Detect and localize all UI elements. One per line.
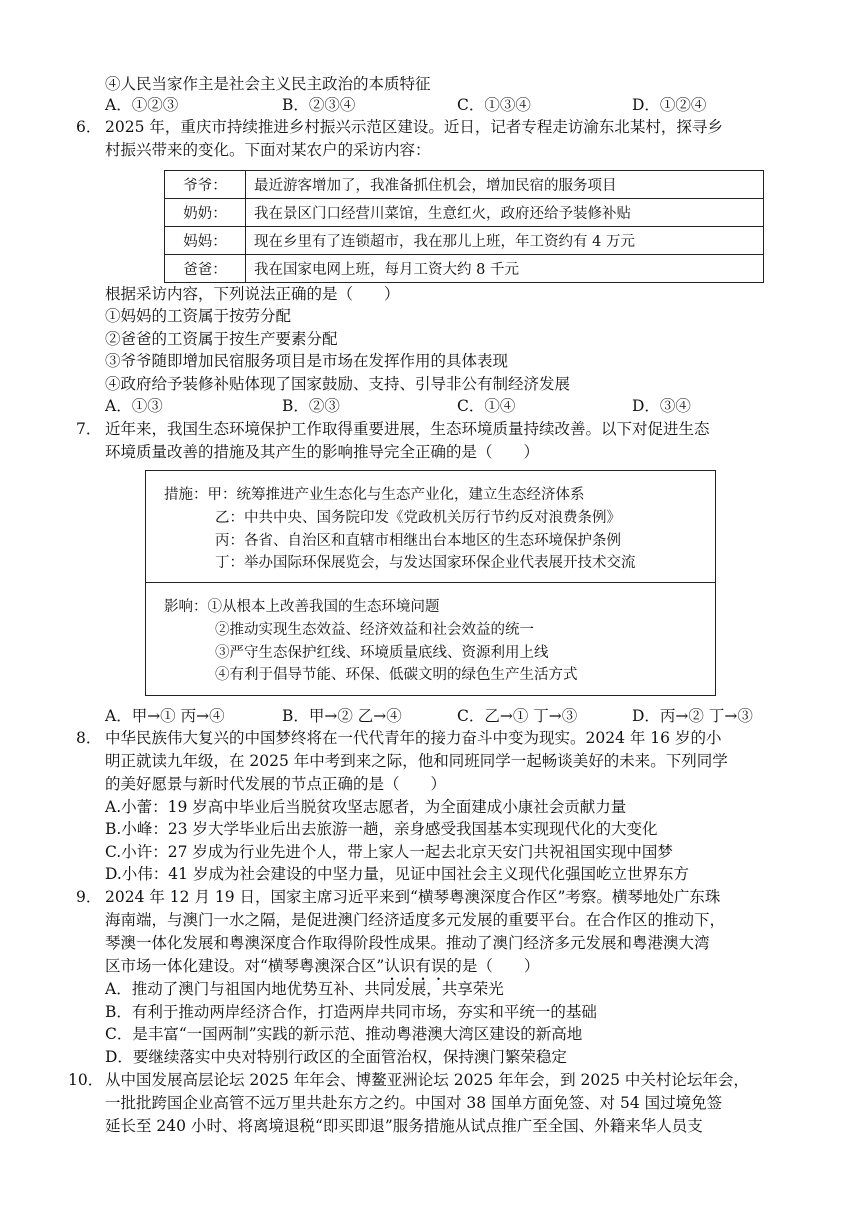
table-row [165, 227, 764, 255]
option-a: A．①②③ [105, 96, 179, 114]
interview-text: 我在国家电网上班，每月工资大约 8 千元 [246, 255, 764, 283]
q9-option: A．推动了澳门与祖国内地优势互补、共同发展，共享荣光 [105, 980, 504, 998]
q9-option: D．要继续落实中央对特别行政区的全面管治权，保持澳门繁荣稳定 [105, 1048, 567, 1066]
q6-stem-line: 村振兴带来的变化。下面对某农户的采访内容： [105, 141, 431, 159]
q9-option: C．是丰富“一国两制”实践的新示范、推动粤港澳大湾区建设的新高地 [105, 1025, 583, 1043]
q8-option: A.小蕾：19 岁高中毕业后当脱贫攻坚志愿者，为全面建成小康社会贡献力量 [105, 798, 627, 816]
box-divider [145, 582, 716, 583]
q9-stem-line: 2024 年 12 月 19 日，国家主席习近平来到“横琴粤澳深度合作区”考察。横琴地处广东珠 [105, 888, 721, 906]
interviewee: 妈妈： [165, 227, 246, 255]
q10-stem-line: 从中国发展高层论坛 2025 年年会、博鳌亚洲论坛 2025 年年会，到 2025 中关村论坛年会， [105, 1071, 749, 1089]
interviewee: 奶奶： [165, 199, 246, 227]
measure-line: 乙：中共中央、国务院印发《党政机关厉行节约反对浪费条例》 [215, 510, 621, 526]
effect-line: ③严守生态保护红线、环境质量底线、资源利用上线 [215, 645, 549, 661]
table-row [165, 255, 764, 283]
option-c: C．①④ [457, 397, 516, 415]
q7-stem-line: 环境质量改善的措施及其产生的影响推导完全正确的是（ ） [105, 443, 540, 461]
q7-stem-line: 近年来，我国生态环境保护工作取得重要进展，生态环境质量持续改善。以下对促进生态 [105, 420, 710, 438]
interview-text: 现在乡里有了连锁超市，我在那儿上班，年工资约有 4 万元 [246, 227, 764, 255]
q9-stem-line: 海南端，与澳门一水之隔，是促进澳门经济适度多元发展的重要平台。在合作区的推动下， [105, 911, 726, 929]
question-number: 9． [76, 888, 102, 906]
q6-statement: ①妈妈的工资属于按劳分配 [105, 307, 292, 325]
question-number: 6． [76, 118, 102, 136]
measure-line: 措施：甲：统筹推进产业生态化与生态产业化，建立生态经济体系 [164, 487, 585, 503]
q6-statement: ②爸爸的工资属于按生产要素分配 [105, 330, 338, 348]
effect-line: ②推动实现生态效益、经济效益和社会效益的统一 [215, 622, 534, 638]
question-number: 10． [68, 1071, 104, 1089]
q6-question: 根据采访内容，下列说法正确的是（ ） [105, 285, 400, 303]
interview-text: 最近游客增加了，我准备抓住机会，增加民宿的服务项目 [246, 171, 764, 199]
interview-table [164, 170, 764, 283]
q8-stem-line: 的美好愿景与新时代发展的节点正确的是（ ） [105, 775, 447, 793]
q8-stem-line: 中华民族伟大复兴的中国梦终将在一代代青年的接力奋斗中变为现实。2024 年 16 岁的小 [105, 729, 722, 747]
prev-statement-4: ④人民当家作主是社会主义民主政治的本质特征 [105, 75, 431, 93]
effect-line: ④有利于倡导节能、环保、低碳文明的绿色生产生活方式 [215, 667, 578, 683]
q9-stem-line: 琴澳一体化发展和粤澳深度合作取得阶段性成果。推动了澳门经济多元发展和粤港澳大湾 [105, 934, 710, 952]
table-row [165, 171, 764, 199]
measure-line: 丙：各省、自治区和直辖市相继出台本地区的生态环境保护条例 [215, 533, 621, 549]
q9-stem-suffix: 的是（ ） [446, 957, 540, 975]
option-b: B．②③ [282, 397, 340, 415]
q10-stem-line: 延长至 240 小时、将离境退税“即买即退”服务措施从试点推广至全国、外籍来华人员支 [105, 1117, 703, 1135]
table-row [165, 199, 764, 227]
q8-option: C.小许：27 岁成为行业先进个人，带上家人一起去北京天安门共祝祖国实现中国梦 [105, 843, 673, 861]
q8-option: B.小峰：23 岁大学毕业后出去旅游一趟，亲身感受我国基本实现现代化的大变化 [105, 820, 658, 838]
q9-stem-prefix: 区市场一体化建设。对“横琴粤澳深合区” [105, 957, 385, 975]
option-c: C．乙→① 丁→③ [457, 707, 578, 725]
q9-option: B．有利于推动两岸经济合作，打造两岸共同市场，夯实和平统一的基础 [105, 1003, 597, 1021]
interviewee: 爷爷： [165, 171, 246, 199]
q6-statement: ④政府给予装修补贴体现了国家鼓励、支持、引导非公有制经济发展 [105, 375, 571, 393]
q6-stem-line: 2025 年，重庆市持续推进乡村振兴示范区建设。近日，记者专程走访渝东北某村，探寻乡 [105, 118, 723, 136]
option-a: A．①③ [105, 397, 163, 415]
q8-stem-line: 明正就读九年级，在 2025 年中考到来之际，他和同班同学一起畅谈美好的未来。下列同学 [105, 752, 728, 770]
option-d: D．③④ [632, 397, 691, 415]
interviewee: 爸爸： [165, 255, 246, 283]
option-b: B．甲→② 乙→④ [282, 707, 402, 725]
option-d: D．①②④ [632, 96, 707, 114]
option-a: A．甲→① 丙→④ [105, 707, 225, 725]
question-number: 7． [76, 420, 102, 438]
interview-text: 我在景区门口经营川菜馆，生意红火，政府还给予装修补贴 [246, 199, 764, 227]
option-b: B．②③④ [282, 96, 356, 114]
effect-line: 影响：①从根本上改善我国的生态环境问题 [164, 599, 440, 615]
question-number: 8． [76, 729, 102, 747]
emphasized-text: 认识有误 [384, 957, 447, 975]
q10-stem-line: 一批批跨国企业高管不远万里共赴东方之约。中国对 38 国单方面免签、对 54 国过境免签 [105, 1094, 723, 1112]
measure-line: 丁：举办国际环保展览会，与发达国家环保企业代表展开技术交流 [215, 555, 636, 571]
option-c: C．①③④ [457, 96, 531, 114]
q8-option: D.小伟：41 岁成为社会建设的中坚力量，见证中国社会主义现代化强国屹立世界东方 [105, 865, 689, 883]
option-d: D．丙→② 丁→③ [632, 707, 753, 725]
q6-statement: ③爷爷随即增加民宿服务项目是市场在发挥作用的具体表现 [105, 352, 509, 370]
